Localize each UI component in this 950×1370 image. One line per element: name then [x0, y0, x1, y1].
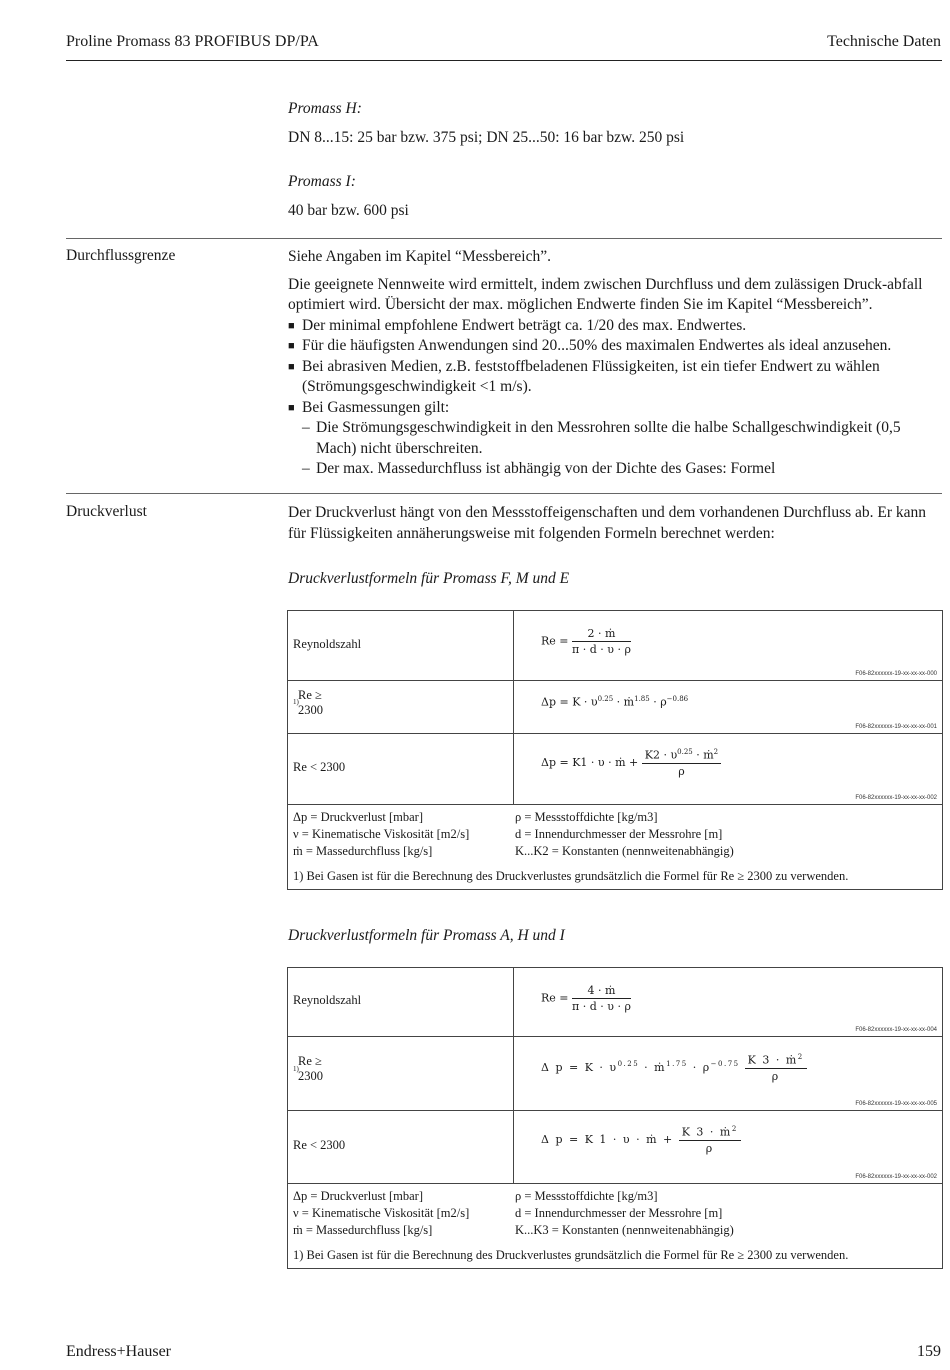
flow-limit-block: [288, 247, 942, 480]
reynolds-formula: Re = $\frac{\text{4 · ṁ}}{\pi \cdot d \cdot \upsilon \cdot \rho}$: [541, 984, 631, 1013]
footnote: 1) Bei Gasen ist für die Berechnung des Druckverlustes grundsätzlich die Formel für Re ≥ 2300 zu verwenden.: [293, 869, 849, 883]
symbol-legend: Δp = Druckverlust [mbar] ρ = Messstoffdichte [kg/m3] ν = Kinematische Viskosität [m2/s] d = Innendurchmesser der Messrohre [m] ṁ = Massedurchfluss [kg/s] K...K3 = Konstanten (nennweitenabhängig) 1) Bei Gasen ist für die Berechnung des Druckverlustes grundsätzlich die Formel für Re ≥ 2300 zu verwenden.: [288, 1184, 942, 1268]
footnote: 1) Bei Gasen ist für die Berechnung des Druckverlustes grundsätzlich die Formel für Re ≥ 2300 zu verwenden.: [293, 1248, 849, 1262]
promass-h-text: DN 8...15: 25 bar bzw. 375 psi; DN 25...50: 16 bar bzw. 250 psi: [288, 128, 685, 146]
pressure-loss-label: Druckverlust: [66, 503, 147, 520]
formula-table-ahi: [287, 967, 943, 1269]
running-header-title: Proline Promass 83 PROFIBUS DP/PA: [66, 33, 319, 50]
list-item: ■ Für die häufigsten Anwendungen sind 20...50% des maximalen Endwertes als ideal anzusehen.: [288, 336, 942, 357]
row-label: Reynoldszahl: [293, 636, 362, 651]
table-row: [288, 1111, 942, 1184]
sub-list-item: – Die Strömungsgeschwindigkeit in den Messrohren sollte die halbe Schallgeschwindigkeit (0,5 Mach) nicht überschreiten.: [302, 418, 942, 459]
section-divider: [66, 238, 942, 239]
formula-table-fme: [287, 610, 943, 890]
table2-title: Druckverlustformeln für Promass A, H und I: [288, 927, 565, 944]
table1-title: Druckverlustformeln für Promass F, M und E: [288, 570, 570, 587]
section-divider: [66, 493, 942, 494]
table-row: [288, 611, 942, 681]
row-label: Re < 2300: [293, 760, 346, 774]
symbol-legend: Δp = Druckverlust [mbar] ρ = Messstoffdichte [kg/m3] ν = Kinematische Viskosität [m2/s] d = Innendurchmesser der Messrohre [m] ṁ = Massedurchfluss [kg/s] K...K2 = Konstanten (nennweitenabhängig) 1) Bei Gasen ist für die Berechnung des Druckverlustes grundsätzlich die Formel für Re ≥ 2300 zu verwenden.: [288, 805, 942, 889]
promass-i-text: 40 bar bzw. 600 psi: [288, 201, 409, 219]
flow-limit-paragraph: Die geeignete Nennweite wird ermittelt, indem zwischen Durchfluss und dem zulässigen Druck-abfall optimiert wird. Übersicht der max. möglichen Endwerte finden Sie im Kapitel “Messbereich”.: [288, 275, 923, 313]
promass-i-title: Promass I:: [288, 173, 356, 190]
sub-list-item: – Der max. Massedurchfluss ist abhängig von der Dichte des Gases: Formel: [302, 459, 942, 480]
row-label: Re < 2300: [293, 1138, 346, 1152]
list-item: ■ Bei abrasiven Medien, z.B. feststoffbeladenen Flüssigkeiten, ist ein tiefer Endwert zu wählen (Strömungsgeschwindigkeit <1 m/s).: [288, 357, 942, 398]
turbulent-formula: Δ $p = K \cdot \upsilon^{0.25}$ · ṁ$^{1.75}$ · $\rho^{-0.75}$ $\frac{K 3 \cdot ṁ^2}{\rho}$: [541, 1053, 807, 1083]
row-label: Re ≥ 2300 $^{1)}$: [293, 1053, 323, 1083]
header-rule: [66, 60, 942, 61]
table-row: [288, 681, 942, 734]
pressure-loss-intro: Der Druckverlust hängt von den Messstoffeigenschaften und dem vorhandenen Durchfluss ab. Er kann für Flüssigkeiten annäherungsweise mit folgenden Formeln berechnet werden:: [288, 504, 927, 542]
row-label: Re ≥ 2300 $^{1)}$: [293, 687, 323, 717]
laminar-formula: Δ p = K 1 · υ · ṁ + $\frac{K 3 \cdot ṁ^2}{\rho}$: [541, 1125, 741, 1155]
page-number: 159: [917, 1343, 941, 1360]
flow-limit-bullets: [288, 316, 942, 480]
table-row: [288, 968, 942, 1037]
list-item-text: Bei Gasmessungen gilt:: [302, 398, 450, 416]
table-row: [288, 734, 942, 805]
running-header-section: Technische Daten: [827, 33, 941, 50]
list-item: [288, 398, 942, 480]
pressure-rating-block: [288, 99, 942, 221]
figure-id: F06-82xxxxxx-19-xx-xx-xx-002: [855, 1174, 937, 1180]
turbulent-formula: $\Delta p = K \cdot \upsilon^{0.25}$ · ṁ$^{1.85}$ · $\rho^{-0.86}$: [541, 695, 689, 709]
figure-id: F06-82xxxxxx-19-xx-xx-xx-004: [855, 1027, 937, 1033]
row-label: Reynoldszahl: [293, 993, 362, 1007]
figure-id: F06-82xxxxxx-19-xx-xx-xx-005: [855, 1101, 937, 1107]
table-row: [288, 1037, 942, 1111]
figure-id: F06-82xxxxxx-19-xx-xx-xx-001: [855, 724, 937, 730]
flow-limit-intro: Siehe Angaben im Kapitel “Messbereich”.: [288, 248, 551, 265]
list-item: ■ Der minimal empfohlene Endwert beträgt ca. 1/20 des max. Endwertes.: [288, 316, 942, 337]
gas-sub-bullets: [302, 418, 942, 480]
flow-limit-label: Durchflussgrenze: [66, 247, 176, 264]
figure-id: F06-82xxxxxx-19-xx-xx-xx-002: [855, 795, 937, 801]
promass-h-title: Promass H:: [288, 100, 362, 117]
laminar-formula: Δp = K1 · υ · ṁ + $\frac{K2 \cdot \upsilon^{0.25} \cdot ṁ^2}{\rho}$: [541, 748, 721, 778]
footer-brand: Endress+Hauser: [66, 1343, 171, 1360]
figure-id: F06-82xxxxxx-19-xx-xx-xx-000: [855, 671, 937, 677]
reynolds-formula: Re = $\frac{\text{2 · ṁ}}{\pi \cdot d \cdot \upsilon \cdot \rho}$: [541, 627, 631, 656]
